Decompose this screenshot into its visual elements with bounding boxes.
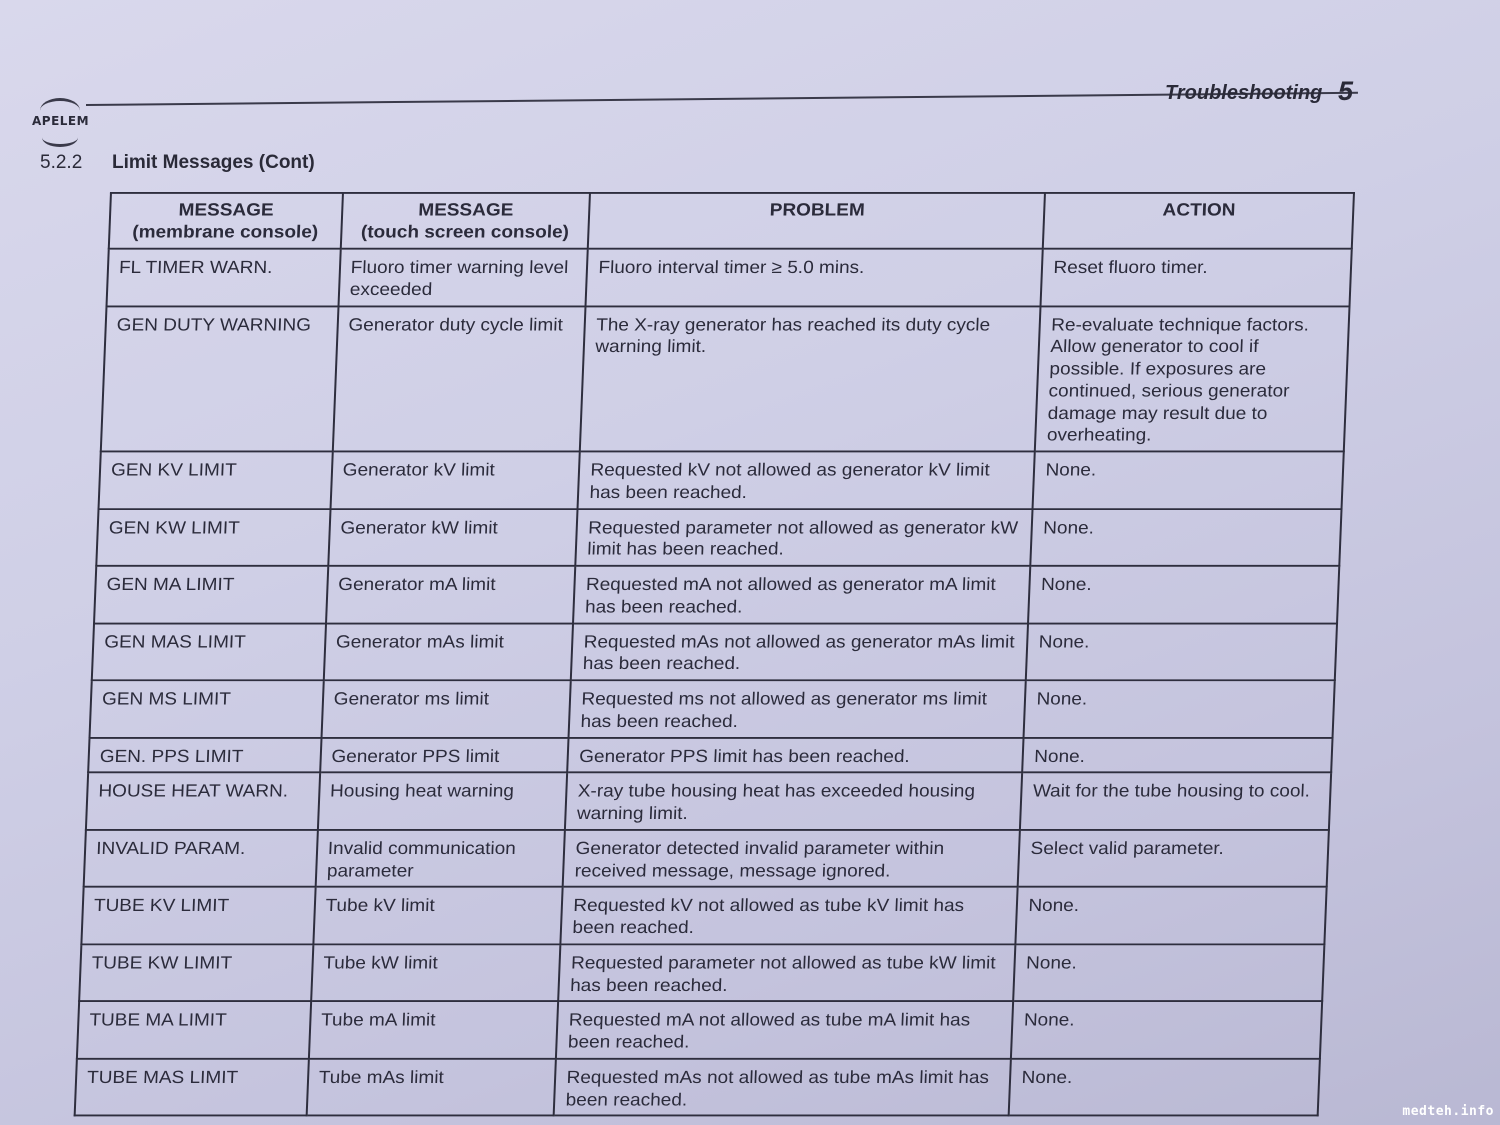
logo-arc-bottom [42,128,78,147]
cell-problem: Fluoro interval timer ≥ 5.0 mins. [586,249,1043,306]
limit-messages-table [74,192,1355,1117]
section-heading [40,152,315,174]
cell-membrane: TUBE KW LIMIT [79,944,313,1001]
cell-problem: The X-ray generator has reached its duty cycle warning limit. [580,306,1041,452]
cell-problem: Requested kV not allowed as generator kV limit has been reached. [578,451,1035,508]
cell-membrane: FL TIMER WARN. [107,249,341,306]
watermark: medteh.info [1402,1104,1494,1119]
table-row [92,623,1337,680]
table-row [88,737,1332,772]
section-number: 5.2.2 [40,152,83,173]
cell-problem: X-ray tube housing heat has exceeded housing warning limit. [565,773,1022,830]
table-row [107,249,1352,306]
cell-action: Wait for the tube housing to cool. [1020,773,1331,830]
cell-action: Reset fluoro timer. [1041,249,1352,306]
cell-action: None. [1031,509,1342,566]
cell-touch: Tube mAs limit [306,1059,556,1116]
section-title: Limit Messages (Cont) [112,152,315,173]
table-row [101,306,1350,452]
cell-touch: Tube kV limit [313,887,563,944]
cell-problem: Requested parameter not allowed as tube kW limit has been reached. [559,944,1016,1001]
table-row [96,509,1341,566]
cell-problem: Requested mAs not allowed as tube mAs limit has been reached. [554,1059,1011,1116]
table-row [81,887,1326,944]
apelem-logo [30,98,94,150]
cell-problem: Requested kV not allowed as tube kV limit has been reached. [561,887,1018,944]
cell-touch: Fluoro timer warning level exceeded [338,249,588,306]
cell-touch: Generator PPS limit [320,737,569,772]
cell-action: Re-evaluate technique factors. Allow generator to cool if possible. If exposures are continued, serious generator damage may result due to overheating. [1035,306,1349,452]
table-row [77,1001,1322,1058]
table-header-row [109,193,1354,249]
cell-membrane: HOUSE HEAT WARN. [86,773,320,830]
cell-problem: Requested parameter not allowed as generator kW limit has been reached. [576,509,1033,566]
chapter-title: Troubleshooting [1165,82,1323,104]
logo-text: APELEM [32,114,90,128]
cell-touch: Generator ms limit [321,680,571,737]
cell-membrane: TUBE KV LIMIT [81,887,315,944]
table-row [90,680,1335,737]
table-row [86,773,1331,830]
cell-action: Select valid parameter. [1018,830,1329,887]
cell-problem: Requested mA not allowed as generator mA limit has been reached. [573,566,1030,623]
cell-problem: Requested mAs not allowed as generator mAs limit has been reached. [571,623,1028,680]
cell-action: None. [1023,737,1333,772]
table-row [79,944,1324,1001]
cell-membrane: TUBE MA LIMIT [77,1001,311,1058]
cell-problem: Requested mA not allowed as tube mA limit has been reached. [556,1001,1013,1058]
cell-membrane: GEN MA LIMIT [94,566,328,623]
cell-membrane: GEN KV LIMIT [99,451,333,508]
cell-touch: Generator duty cycle limit [332,306,585,452]
header-membrane: MESSAGE (membrane console) [109,193,343,249]
cell-touch: Generator kW limit [328,509,578,566]
cell-membrane: TUBE MAS LIMIT [75,1059,309,1116]
cell-problem: Generator detected invalid parameter within received message, message ignored. [563,830,1020,887]
header-touch: MESSAGE (touch screen console) [340,193,590,249]
cell-problem: Generator PPS limit has been reached. [568,737,1024,772]
cell-action: None. [1024,680,1335,737]
cell-touch: Generator mAs limit [323,623,573,680]
cell-membrane: GEN DUTY WARNING [101,306,338,452]
chapter-number: 5 [1338,76,1354,106]
cell-action: None. [1009,1059,1320,1116]
limit-messages-table-wrapper [74,192,1355,1117]
cell-touch: Tube mA limit [309,1001,559,1058]
cell-touch: Housing heat warning [318,773,568,830]
cell-touch: Tube kW limit [311,944,561,1001]
cell-action: None. [1014,944,1325,1001]
header-action: ACTION [1043,193,1354,249]
cell-action: None. [1029,566,1340,623]
cell-touch: Invalid communication parameter [315,830,565,887]
cell-membrane: GEN MS LIMIT [90,680,324,737]
cell-problem: Requested ms not allowed as generator ms limit has been reached. [569,680,1026,737]
table-row [84,830,1329,887]
cell-touch: Generator kV limit [330,451,580,508]
table-row [94,566,1339,623]
cell-membrane: GEN MAS LIMIT [92,623,326,680]
cell-action: None. [1011,1001,1322,1058]
header-problem: PROBLEM [588,193,1045,249]
cell-action: None. [1026,623,1337,680]
cell-membrane: INVALID PARAM. [84,830,318,887]
cell-action: None. [1016,887,1327,944]
table-row [75,1059,1320,1116]
cell-membrane: GEN KW LIMIT [96,509,330,566]
cell-action: None. [1033,451,1344,508]
cell-membrane: GEN. PPS LIMIT [88,737,321,772]
table-row [99,451,1344,508]
cell-touch: Generator mA limit [326,566,576,623]
